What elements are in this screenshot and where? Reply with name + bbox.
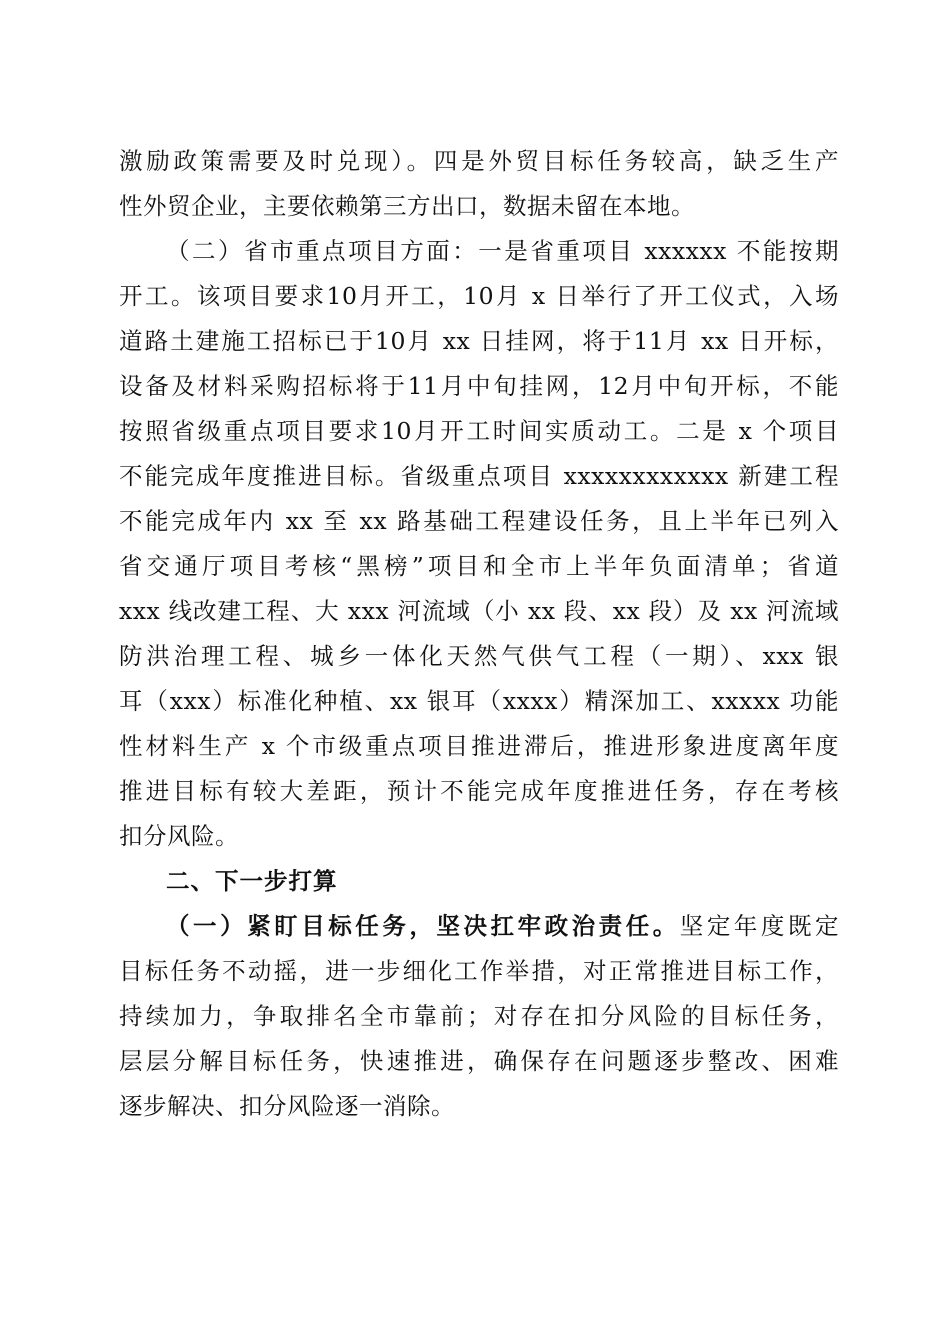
text-line: 性外贸企业，主要依赖第三方出口，数据未留在本地。 [119, 192, 695, 220]
text-line: 激励政策需要及时兑现）。四是外贸目标任务较高，缺乏生产 [119, 147, 839, 175]
text-line: 开工。该项目要求10月开工，10月 x 日举行了开工仪式，入场 [119, 282, 839, 310]
text-line: 按照省级重点项目要求10月开工时间实质动工。二是 x 个项目 [119, 417, 839, 445]
text-line: 设备及材料采购招标将于11月中旬挂网，12月中旬开标，不能 [119, 372, 839, 400]
text-line: （二）省市重点项目方面：一是省重项目 xxxxxx 不能按期 [166, 237, 839, 265]
text-line: 省交通厅项目考核“黑榜”项目和全市上半年负面清单；省道 [119, 552, 839, 580]
text-line: 性材料生产 x 个市级重点项目推进滞后，推进形象进度离年度 [119, 732, 839, 760]
text-line: 扣分风险。 [119, 822, 239, 850]
text-line: 逐步解决、扣分风险逐一消除。 [119, 1092, 455, 1120]
paragraph-lead-rest: 坚定年度既定 [679, 912, 840, 940]
text-line: 不能完成年内 xx 至 xx 路基础工程建设任务，且上半年已列入 [119, 507, 839, 535]
text-line: xxx 线改建工程、大 xxx 河流域（小 xx 段、xx 段）及 xx 河流域 [119, 597, 839, 625]
text-line [166, 906, 839, 946]
text-line: 耳（xxx）标准化种植、xx 银耳（xxxx）精深加工、xxxxx 功能 [119, 687, 839, 715]
text-line: 持续加力，争取排名全市靠前；对存在扣分风险的目标任务， [119, 1002, 839, 1030]
section-heading: 二、下一步打算 [166, 867, 338, 895]
text-line: 道路土建施工招标已于10月 xx 日挂网，将于11月 xx 日开标， [119, 327, 839, 355]
text-line: 目标任务不动摇，进一步细化工作举措，对正常推进目标工作， [119, 957, 839, 985]
text-line: 防洪治理工程、城乡一体化天然气供气工程（一期）、xxx 银 [119, 642, 839, 670]
text-line: 层层分解目标任务，快速推进，确保存在问题逐步整改、困难 [119, 1047, 839, 1075]
paragraph-lead: （一）紧盯目标任务，坚决扛牢政治责任。 [166, 912, 680, 940]
text-line: 推进目标有较大差距，预计不能完成年度推进任务，存在考核 [119, 777, 839, 805]
text-line: 不能完成年度推进目标。省级重点项目 xxxxxxxxxxxx 新建工程 [119, 462, 839, 490]
